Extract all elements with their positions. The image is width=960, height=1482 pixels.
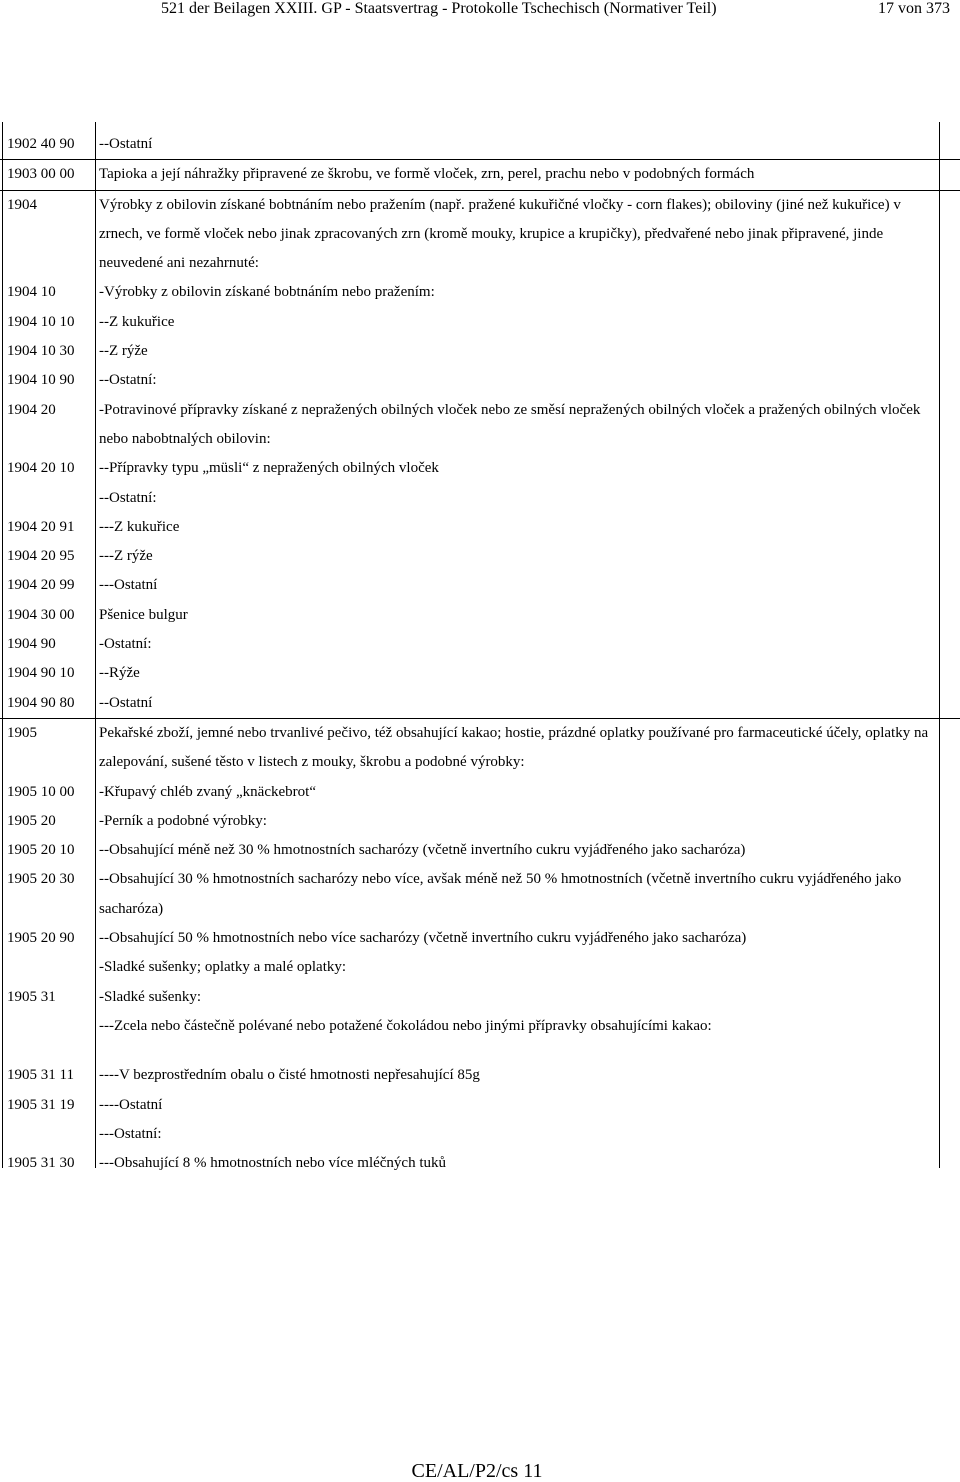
tariff-description: --Rýže <box>99 665 140 682</box>
table-row <box>0 1012 960 1041</box>
table-row <box>0 159 960 189</box>
tariff-table <box>0 122 960 1172</box>
tariff-code: 1904 10 90 <box>7 372 75 389</box>
table-row <box>0 396 960 455</box>
tariff-code: 1904 90 10 <box>7 665 75 682</box>
table-row <box>0 513 960 542</box>
tariff-description: --Ostatní <box>99 694 153 711</box>
tariff-code: 1905 20 30 <box>7 871 75 888</box>
tariff-code: 1905 31 30 <box>7 1155 75 1172</box>
tariff-description: -Potravinové přípravky získané z nepražených obilných vloček nebo ze směsí nepražených obilných vloček a pražených obilných vloček nebo nabobtnalých obilovin: <box>99 401 921 447</box>
tariff-description: Tapioka a její náhražky připravené ze škrobu, ve formě vloček, zrn, perel, prachu nebo v podobných formách <box>99 166 755 183</box>
table-row <box>0 190 960 279</box>
table-row <box>0 1091 960 1120</box>
tariff-code: 1904 20 95 <box>7 548 75 565</box>
table-row <box>0 924 960 953</box>
tariff-code: 1904 30 00 <box>7 606 75 623</box>
tariff-description: Výrobky z obilovin získané bobtnáním nebo pražením (např. pražené kukuřičné vločky - corn flakes); obiloviny (jiné než kukuřice) v zrnech, ve formě vloček nebo jinak zpracovaných zrn (kromě mouky, krupice a krupičky), předvařené nebo jinak připravené, jinde neuvedené ani nezahrnuté: <box>99 196 901 272</box>
tariff-code: 1904 20 99 <box>7 577 75 594</box>
table-row <box>0 1120 960 1149</box>
tariff-description: --Ostatní <box>99 136 153 152</box>
document-reference: CE/AL/P2/cs 11 <box>411 1460 543 1482</box>
tariff-code: 1904 20 <box>7 401 56 418</box>
table-row <box>0 366 960 395</box>
tariff-code: 1905 31 11 <box>7 1067 74 1084</box>
tariff-description: --Ostatní: <box>99 489 157 506</box>
table-row <box>0 983 960 1012</box>
table-row <box>0 1061 960 1090</box>
tariff-description: -Sladké sušenky; oplatky a malé oplatky: <box>99 959 347 976</box>
table-row <box>0 571 960 600</box>
tariff-description: --Z rýže <box>99 343 148 360</box>
tariff-description: ---Ostatní: <box>99 1125 162 1142</box>
tariff-code: 1902 40 90 <box>7 136 75 152</box>
page-footer <box>0 1460 960 1482</box>
table-row <box>0 601 960 630</box>
table-row <box>0 130 960 159</box>
table-row <box>0 278 960 307</box>
tariff-description: Pšenice bulgur <box>99 606 188 623</box>
tariff-description: ---Obsahující 8 % hmotnostních nebo více mléčných tuků <box>99 1155 446 1172</box>
tariff-description: ---Zcela nebo částečně polévané nebo potažené čokoládou nebo jinými přípravky obsahujícími kakao: <box>99 1017 712 1034</box>
tariff-description: Pekařské zboží, jemné nebo trvanlivé pečivo, též obsahující kakao; hostie, prázdné oplatky používané pro farmaceutické účely, oplatky na zalepování, sušené těsto v listech z mouky, škrobu a podobné výrobky: <box>99 724 929 771</box>
tariff-code: 1904 20 91 <box>7 518 75 535</box>
tariff-code: 1904 90 80 <box>7 694 75 711</box>
header-document-title: 521 der Beilagen XXIII. GP - Staatsvertrag - Protokolle Tschechisch (Normativer Teil) <box>161 0 717 17</box>
table-row <box>0 659 960 688</box>
tariff-description: -Sladké sušenky: <box>99 988 202 1005</box>
tariff-code: 1904 <box>7 196 37 213</box>
table-row <box>0 308 960 337</box>
tariff-description: ----V bezprostředním obalu o čisté hmotnosti nepřesahující 85g <box>99 1067 480 1084</box>
header-page-number: 17 von 373 <box>878 0 950 17</box>
tariff-code: 1905 10 00 <box>7 783 75 800</box>
tariff-code: 1904 90 <box>7 636 56 653</box>
page-header <box>0 0 960 22</box>
tariff-description: --Přípravky typu „müsli“ z nepražených obilných vloček <box>99 460 439 477</box>
tariff-code: 1905 20 10 <box>7 842 75 859</box>
table-row <box>0 630 960 659</box>
tariff-description: ----Ostatní <box>99 1096 163 1113</box>
tariff-description: ---Ostatní <box>99 577 158 594</box>
tariff-description: -Křupavý chléb zvaný „knäckebrot“ <box>99 783 316 800</box>
tariff-code: 1905 31 <box>7 988 56 1005</box>
table-row <box>0 836 960 865</box>
table-row <box>0 778 960 807</box>
tariff-description: --Obsahující méně než 30 % hmotnostních sacharózy (včetně invertního cukru vyjádřeného jako sacharóza) <box>99 842 746 859</box>
table-row <box>0 718 960 778</box>
tariff-description: --Ostatní: <box>99 372 157 389</box>
tariff-description: ---Z rýže <box>99 548 153 565</box>
table-row <box>0 689 960 718</box>
tariff-description: --Obsahující 30 % hmotnostních sacharózy nebo více, avšak méně než 50 % hmotnostních (včetně invertního cukru vyjádřeného jako sacharóza) <box>99 871 902 917</box>
tariff-code: 1904 10 30 <box>7 343 75 360</box>
table-row <box>0 337 960 366</box>
tariff-code: 1904 20 10 <box>7 460 75 477</box>
tariff-description: --Z kukuřice <box>99 313 175 330</box>
tariff-code: 1905 31 19 <box>7 1096 75 1113</box>
tariff-description: --Obsahující 50 % hmotnostních nebo více sacharózy (včetně invertního cukru vyjádřeného jako sacharóza) <box>99 930 747 947</box>
tariff-code: 1905 20 90 <box>7 930 75 947</box>
table-row <box>0 953 960 982</box>
tariff-description: -Výrobky z obilovin získané bobtnáním nebo pražením: <box>99 284 435 301</box>
table-row <box>0 865 960 924</box>
tariff-code: 1904 10 10 <box>7 313 75 330</box>
table-row <box>0 807 960 836</box>
tariff-description: -Perník a podobné výrobky: <box>99 812 267 829</box>
tariff-code: 1903 00 00 <box>7 166 75 183</box>
tariff-description: ---Z kukuřice <box>99 518 180 535</box>
table-row <box>0 484 960 513</box>
table-row <box>0 454 960 483</box>
table-row <box>0 1149 960 1178</box>
table-body <box>0 122 960 1178</box>
tariff-code: 1904 10 <box>7 284 56 301</box>
tariff-code: 1905 20 <box>7 812 56 829</box>
tariff-code: 1905 <box>7 724 37 741</box>
table-row <box>0 542 960 571</box>
tariff-description: -Ostatní: <box>99 636 152 653</box>
